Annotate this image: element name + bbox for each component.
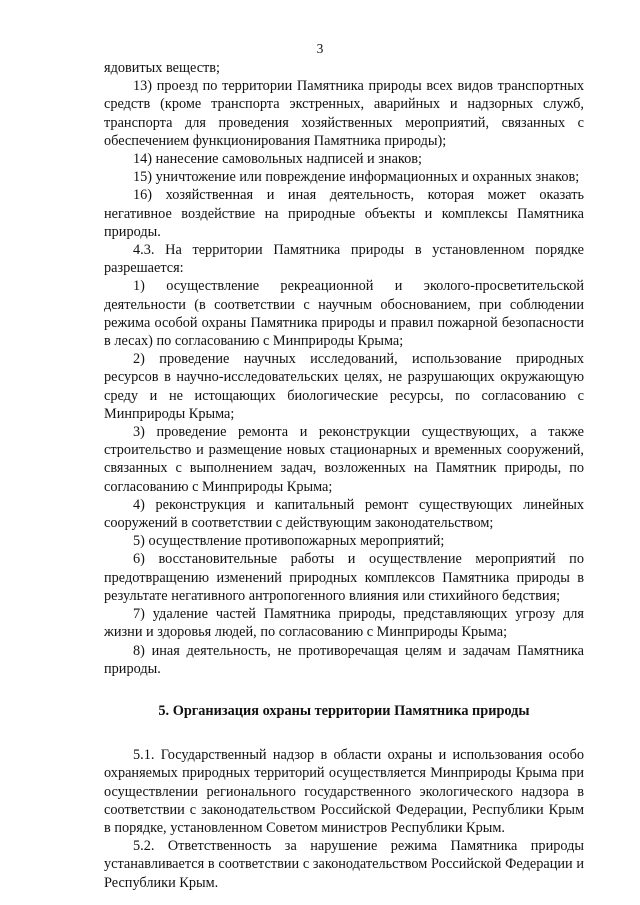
paragraph-permitted-6: 6) восстановительные работы и осуществление мероприятий по предотвращению изменений природных комплексов Памятника природы в результате негативного антропогенного влияния или стихийного бедствия; xyxy=(104,551,584,604)
paragraph-clause-5-1: 5.1. Государственный надзор в области охраны и использования особо охраняемых природных территорий осуществляется Минприроды Крыма при осуществлении регионального государственного экологического надзора в соответствии с законодательством Российской Федерации, Республики Крым в порядке, установленном Советом министров Республики Крым. xyxy=(104,747,584,836)
section-heading: 5. Организация охраны территории Памятника природы xyxy=(158,702,530,719)
paragraph-permitted-8: 8) иная деятельность, не противоречащая целям и задачам Памятника природы. xyxy=(104,642,584,677)
paragraph-permitted-1: 1) осуществление рекреационной и эколого-просветительской деятельности (в соответствии с научным обоснованием, при соблюдении режима особой охраны Памятника природы и правил пожарной безопасности в лесах) по согласованию с Минприроды Крыма; xyxy=(104,278,584,350)
paragraph-permitted-7: 7) удаление частей Памятника природы, представляющих угрозу для жизни и здоровья людей, по согласованию с Минприроды Крыма; xyxy=(104,606,584,641)
paragraph-prohibition-15: 15) уничтожение или повреждение информационных и охранных знаков; xyxy=(133,169,580,186)
paragraph-permitted-5: 5) осуществление противопожарных мероприятий; xyxy=(133,533,445,550)
paragraph-permitted-4: 4) реконструкция и капитальный ремонт существующих линейных сооружений в соответствии с действующим законодательством; xyxy=(104,496,584,532)
paragraph-clause-5-2: 5.2. Ответственность за нарушение режима Памятника природы устанавливается в соответствии с законодательством Российской Федерации и Республики Крым. xyxy=(104,838,584,891)
paragraph-permitted-3: 3) проведение ремонта и реконструкции существующих, а также строительство и размещение новых стационарных и временных сооружений, связанных с выполнением задач, возложенных на Памятник природы, по согласованию с Минприроды Крыма; xyxy=(104,424,584,495)
document-body xyxy=(104,59,584,892)
paragraph-clause-4-3: 4.3. На территории Памятника природы в установленном порядке разрешается: xyxy=(104,242,584,277)
paragraph-prohibition-14: 14) нанесение самовольных надписей и знаков; xyxy=(133,151,423,168)
paragraph-prohibition-16: 16) хозяйственная и иная деятельность, которая может оказать негативное воздействие на природные объекты и комплексы Памятника природы. xyxy=(104,187,584,240)
paragraph-prohibition-13: 13) проезд по территории Памятника природы всех видов транспортных средств (кроме транспорта экстренных, аварийных и надзорных служб, транспорта для проведения хозяйственных мероприятий, связанных с обеспечением функционирования Памятника природы); xyxy=(104,78,584,149)
page-number: 3 xyxy=(316,41,324,56)
paragraph-continuation: ядовитых веществ; xyxy=(104,60,221,76)
paragraph-permitted-2: 2) проведение научных исследований, использование природных ресурсов в научно-исследовательских целях, не разрушающих окружающую среду и не истощающих биологические ресурсы, по согласованию с Минприроды Крыма; xyxy=(104,351,584,422)
